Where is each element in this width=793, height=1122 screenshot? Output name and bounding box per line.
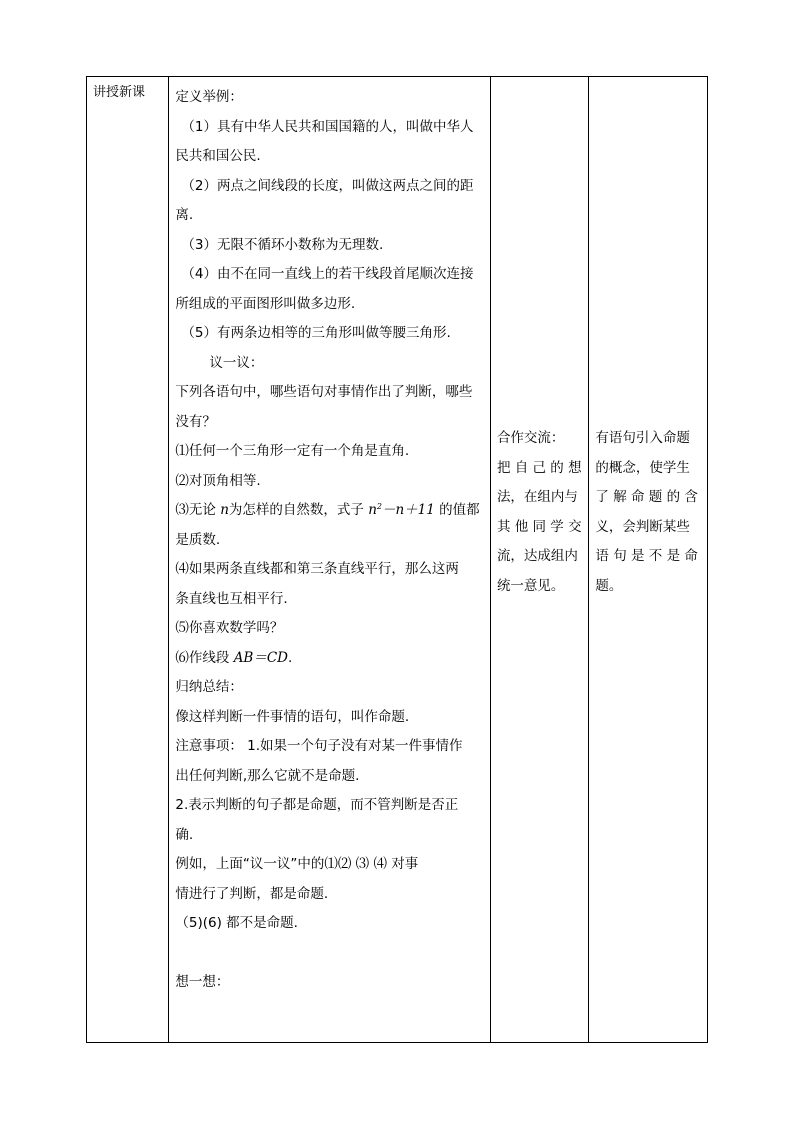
- student-activity-line: 把 自 己 的 想: [496, 459, 582, 476]
- content-line: [175, 644, 484, 674]
- design-intent-line: 有语句引入命题: [595, 430, 690, 446]
- table-row: [87, 77, 708, 1043]
- content-line: 注意事项： 1.如果一个句子没有对某一件事情作: [175, 738, 463, 754]
- design-intent-line: 了 解 命 题 的 含: [595, 489, 698, 505]
- content-line: 没有？: [175, 413, 216, 430]
- student-activity-line: 流，达成组内: [496, 548, 578, 564]
- content-line: （3）无限不循环小数称为无理数.: [181, 236, 384, 253]
- content-line: 情进行了判断，都是命题.: [175, 885, 329, 902]
- student-activity-line: 合作交流：: [496, 430, 565, 446]
- content-line: [175, 496, 484, 526]
- student-activity-line: 其 他 同 学 交: [496, 518, 582, 535]
- content-line: 所组成的平面图形叫做多边形.: [175, 295, 356, 312]
- ab-suffix: .: [288, 649, 293, 666]
- content-line: 是质数.: [175, 531, 221, 548]
- student-activity-line: 统一意见。: [496, 577, 565, 594]
- content-line: 归纳总结：: [175, 679, 243, 695]
- content-line: 2.表示判断的句子都是命题，而不管判断是否正: [175, 797, 459, 813]
- math-expr-n: n: [368, 502, 377, 518]
- student-activity-cell: [490, 77, 588, 1043]
- math-mid: 为怎样的自然数，式子: [228, 502, 369, 518]
- content-line: （1）具有中华人民共和国国籍的人，叫做中华人: [181, 118, 474, 135]
- content-line: 下列各语句中，哪些语句对事情作出了判断，哪些: [175, 384, 473, 400]
- math-prefix: ⑶无论: [175, 502, 221, 518]
- ab-prefix: ⑹作线段: [175, 649, 234, 666]
- content-line: 民共和国公民.: [175, 148, 261, 164]
- content-line: （5)(6) 都不是命题.: [175, 915, 298, 931]
- content-line: （4）由不在同一直线上的若干线段首尾顺次连接: [181, 266, 474, 282]
- section-label: 讲授新课: [93, 85, 146, 100]
- design-intent-line: 题。: [595, 577, 623, 594]
- design-intent-line: 语 句 是 不 是 命: [595, 548, 698, 564]
- content-cell: [169, 77, 491, 1043]
- math-exponent: 2: [376, 502, 382, 511]
- lesson-plan-table: [86, 76, 708, 1043]
- content-line: （5）有两条边相等的三角形叫做等腰三角形.: [181, 325, 451, 341]
- content-line: 条直线也互相平行.: [175, 590, 288, 607]
- design-intent-line: 的概念，使学生: [595, 459, 690, 476]
- design-intent-cell: [589, 77, 708, 1043]
- content-line: （2）两点之间线段的长度，叫做这两点之间的距: [181, 177, 474, 194]
- content-line: [175, 939, 484, 969]
- content-line: 议一议：: [209, 354, 264, 371]
- math-expr-rest: －n＋11: [381, 502, 435, 518]
- student-activity-line: 法，在组内与: [496, 489, 578, 505]
- content-line: 出任何判断,那么它就不是命题.: [175, 767, 360, 784]
- content-line: 定义举例：: [175, 89, 243, 105]
- section-label-cell: [87, 77, 169, 1043]
- content-line: ⑴任何一个三角形一定有一个角是直角.: [175, 443, 410, 459]
- content-line: ⑸你喜欢数学吗？: [175, 620, 284, 636]
- design-intent-line: 义，会判断某些: [595, 518, 690, 535]
- content-line: 想一想：: [175, 974, 230, 990]
- content-line: ⑵对顶角相等.: [175, 472, 261, 489]
- content-line: ⑷如果两条直线都和第三条直线平行，那么这两: [175, 561, 459, 577]
- content-line: 离.: [175, 207, 194, 223]
- content-line: 确.: [175, 826, 194, 843]
- math-suffix: 的值都: [434, 502, 480, 518]
- content-line: 像这样判断一件事情的语句，叫作命题.: [175, 708, 410, 725]
- content-line: 例如，上面“议一议”中的⑴⑵ ⑶ ⑷ 对事: [175, 856, 419, 872]
- ab-expr: AB＝CD: [233, 649, 289, 666]
- math-var-n: n: [220, 502, 229, 518]
